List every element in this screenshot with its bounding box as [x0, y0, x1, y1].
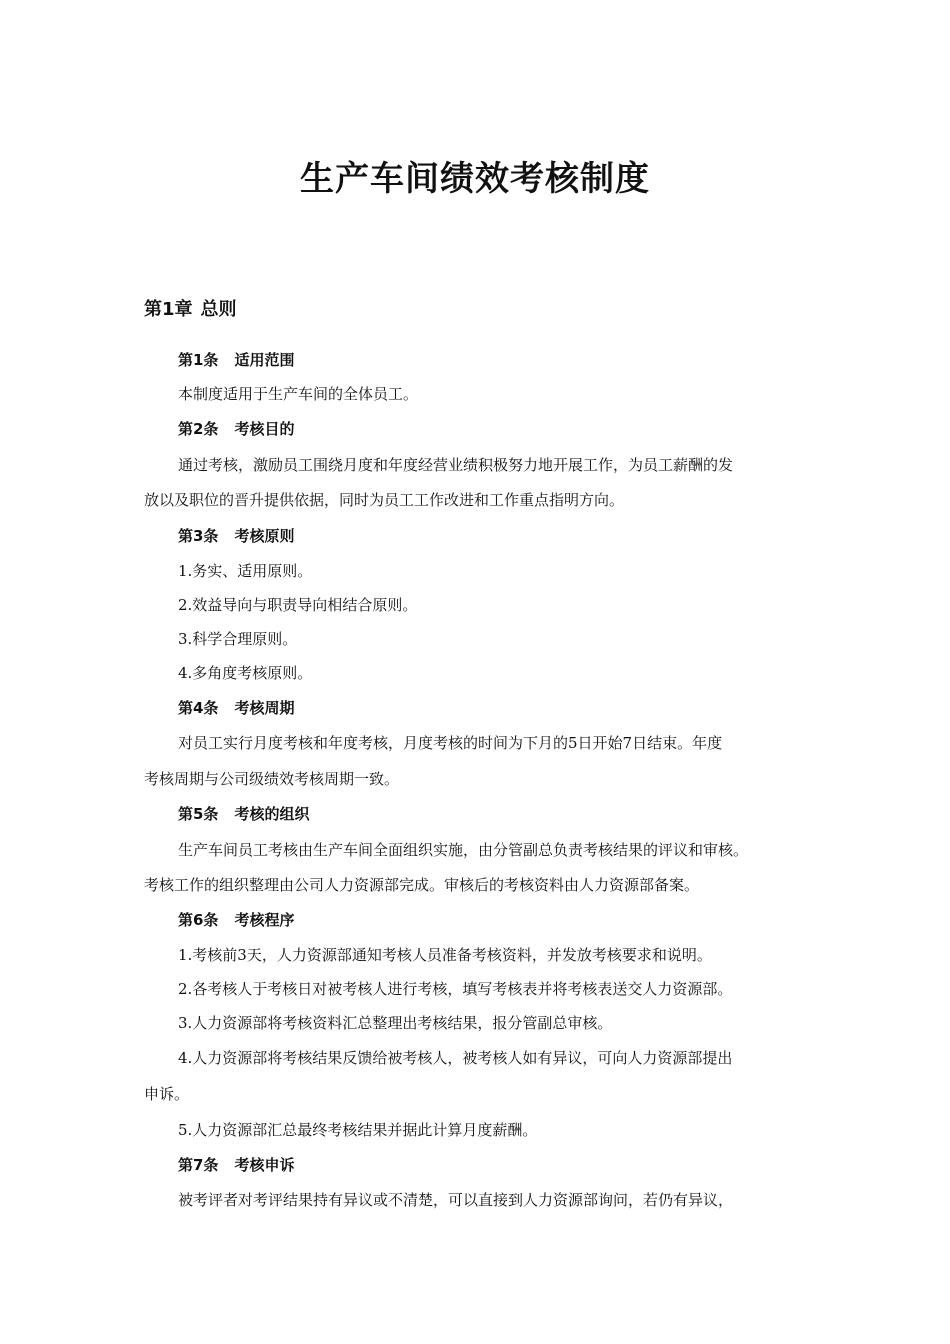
list-item: 4.多角度考核原则。: [178, 664, 313, 682]
article-heading: [178, 1154, 294, 1176]
list-item: 1.考核前3天，人力资源部通知考核人员准备考核资料，并发放考核要求和说明。: [178, 946, 712, 964]
paragraph-line: 对员工实行月度考核和年度考核，月度考核的时间为下月的5日开始7日结束。年度: [178, 734, 723, 752]
article-number: 第6条: [178, 911, 219, 929]
article-heading: [178, 349, 294, 371]
paragraph-line: 考核工作的组织整理由公司人力资源部完成。审核后的考核资料由人力资源部备案。: [144, 876, 700, 894]
article-number: 第4条: [178, 699, 219, 717]
list-item: 2.各考核人于考核日对被考核人进行考核，填写考核表并将考核表送交人力资源部。: [178, 980, 733, 998]
list-item: 2.效益导向与职责导向相结合原则。: [178, 596, 418, 614]
article-title: 考核原则: [234, 527, 295, 545]
article-title: 考核的组织: [234, 805, 310, 823]
chapter-heading: [144, 296, 237, 324]
paragraph-line: 生产车间员工考核由生产车间全面组织实施，由分管副总负责考核结果的评议和审核。: [178, 841, 749, 859]
article-title: 考核申诉: [234, 1156, 295, 1174]
document-title: 生产车间绩效考核制度: [300, 159, 650, 199]
article-number: 第7条: [178, 1156, 219, 1174]
article-number: 第2条: [178, 420, 219, 438]
article-heading: [178, 525, 294, 547]
list-item: 4.人力资源部将考核结果反馈给被考核人，被考核人如有异议，可向人力资源部提出: [178, 1049, 733, 1067]
list-item: 1.务实、适用原则。: [178, 562, 313, 580]
list-item: 3.科学合理原则。: [178, 630, 298, 648]
article-title: 考核周期: [234, 699, 295, 717]
article-title: 适用范围: [234, 351, 295, 369]
article-heading: [178, 418, 294, 440]
article-heading: [178, 697, 294, 719]
paragraph-line: 放以及职位的晋升提供依据，同时为员工工作改进和工作重点指明方向。: [144, 491, 625, 509]
article-title: 考核目的: [234, 420, 295, 438]
paragraph-line: 本制度适用于生产车间的全体员工。: [178, 385, 419, 403]
paragraph-line: 被考评者对考评结果持有异议或不清楚，可以直接到人力资源部询问，若仍有异议，: [178, 1191, 734, 1209]
list-item: 3.人力资源部将考核资料汇总整理出考核结果，报分管副总审核。: [178, 1014, 613, 1032]
list-item: 5.人力资源部汇总最终考核结果并据此计算月度薪酬。: [178, 1121, 538, 1139]
article-heading: [178, 909, 294, 931]
article-number: 第1条: [178, 351, 219, 369]
chapter-number: 第1章: [144, 299, 193, 320]
article-title: 考核程序: [234, 911, 295, 929]
paragraph-line: 通过考核，激励员工围绕月度和年度经营业绩积极努力地开展工作，为员工薪酬的发: [178, 456, 734, 474]
chapter-title: 总则: [200, 299, 237, 320]
article-heading: [178, 803, 309, 825]
list-item-continuation: 申诉。: [144, 1085, 190, 1103]
article-number: 第5条: [178, 805, 219, 823]
paragraph-line: 考核周期与公司级绩效考核周期一致。: [144, 770, 400, 788]
article-number: 第3条: [178, 527, 219, 545]
